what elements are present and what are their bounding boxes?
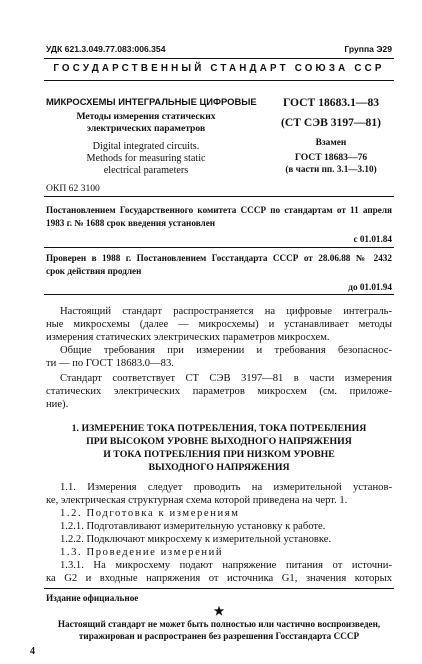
standard-title-ru: МИКРОСХЕМЫ ИНТЕГРАЛЬНЫЕ ЦИФРОВЫЕ <box>46 96 257 107</box>
udk-code: УДК 621.3.049.77.083:006.354 <box>46 44 166 54</box>
section-1-heading-1: 1. ИЗМЕРЕНИЕ ТОКА ПОТРЕБЛЕНИЯ, ТОКА ПОТРЕБЛЕНИЯ <box>71 423 367 434</box>
intro-p2-line-2: ти — по ГОСТ 18683.0—83. <box>46 358 174 369</box>
standard-title-en-3: electrical parameters <box>103 165 189 176</box>
clause-1-3-1-line-2: ка G2 и входные напряжения от источника G1, значения которых <box>46 573 392 584</box>
header-rule-bottom <box>44 80 394 81</box>
intro-p3-line-3: ние). <box>46 399 69 410</box>
clause-1-2: 1.2. Подготовка к измерениям <box>60 508 240 519</box>
decree-line-1: Постановлением Государственного комитета СССР по стандартам от 11 апреля <box>46 205 392 215</box>
copyright-notice-1: Настоящий стандарт не может быть полностью или частично воспроизведен, <box>57 619 381 629</box>
section-1-heading-3: И ТОКА ПОТРЕБЛЕНИЯ ПРИ НИЗКОМ УРОВНЕ <box>103 449 335 460</box>
copyright-notice-2: тиражирован и распространен без разрешения Госстандарта СССР <box>78 631 360 641</box>
intro-p1-line-3: измерения статических электрических параметров микросхем. <box>46 332 330 343</box>
standard-subtitle-ru-1: Методы измерения статических <box>76 111 216 122</box>
clause-1-2-2: 1.2.2. Подключают микросхему к измерительной установке. <box>60 534 332 545</box>
clause-1-3: 1.3. Проведение измерений <box>60 547 224 558</box>
page-number: 4 <box>30 646 35 657</box>
okp-code: ОКП 62 3100 <box>46 183 100 194</box>
clause-1-2-1: 1.2.1. Подготавливают измерительную установку к работе. <box>60 521 326 532</box>
replaces-label: Взамен <box>315 138 347 148</box>
intro-date: с 01.01.84 <box>353 234 392 244</box>
state-standard-heading: ГОСУДАРСТВЕННЫЙ СТАНДАРТ СОЮЗА ССР <box>53 63 385 74</box>
decree-line-2: 1983 г. № 1688 срок введения установлен <box>46 218 216 228</box>
official-edition: Издание официальное <box>46 593 139 603</box>
star-mark: ★ <box>213 604 225 618</box>
standard-title-en-2: Methods for measuring static <box>86 153 206 164</box>
intro-p2-line-1: Общие требования при измерении и требования безопаснос- <box>60 345 392 356</box>
section-1-heading-4: ВЫХОДНОГО НАПРЯЖЕНИЯ <box>148 462 290 473</box>
intro-p3-line-2: статических электрических параметров микросхем (см. приложе- <box>46 386 392 397</box>
standard-subtitle-ru-2: электрических параметров <box>86 123 206 134</box>
intro-date-rule <box>44 247 394 248</box>
intro-p1-line-2: ные микросхемы (далее — микросхемы) и устанавливает методы <box>46 319 392 330</box>
section-1-heading-2: ПРИ ВЫСОКОМ УРОВНЕ ВЫХОДНОГО НАПРЯЖЕНИЯ <box>86 436 352 447</box>
intro-p1-line-1: Настоящий стандарт распространяется на цифровые интеграль- <box>60 306 392 317</box>
check-line-2: срок действия продлен <box>46 266 142 276</box>
clause-1-3-1-line-1: 1.3.1. На микросхему подают напряжение питания от источни- <box>60 560 392 571</box>
footer-rule <box>44 588 394 589</box>
replaces-gost: ГОСТ 18683—76 <box>294 152 368 163</box>
intro-p3-line-1: Стандарт соответствует СТ СЭВ 3197—81 в части измерения <box>60 373 392 384</box>
clause-1-1-line-2: ке, электрическая структурная схема которой приведена на черт. 1. <box>46 495 348 506</box>
header-rule-top <box>44 58 394 59</box>
st-sev-number: (СТ СЭВ 3197—81) <box>281 116 381 129</box>
gost-number: ГОСТ 18683.1—83 <box>282 96 380 109</box>
standard-title-en-1: Digital integrated circuits. <box>92 141 200 152</box>
group-code: Группа Э29 <box>344 44 392 54</box>
replaces-part: (в части пп. 3.1—3.10) <box>285 164 377 174</box>
valid-date: до 01.01.94 <box>348 282 392 292</box>
title-block-rule <box>44 196 394 197</box>
valid-date-rule <box>44 294 394 295</box>
check-line-1: Проверен в 1988 г. Постановлением Госстандарта СССР от 28.06.88 № 2432 <box>46 253 392 263</box>
clause-1-1-line-1: 1.1. Измерения следует проводить на измерительной установ- <box>60 482 392 493</box>
